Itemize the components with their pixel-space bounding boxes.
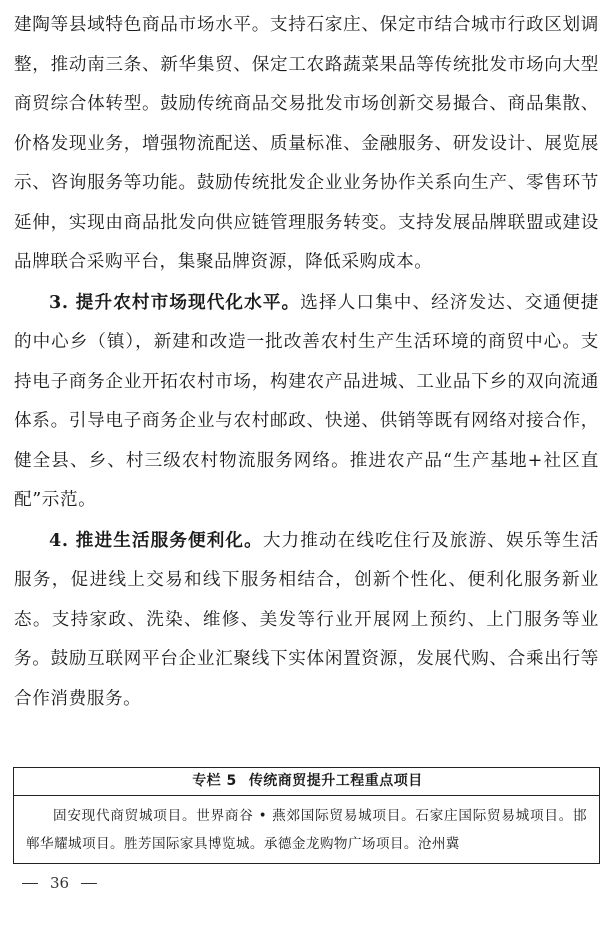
feature-box-title [14,768,599,796]
page-footer [22,874,97,892]
left-dash-icon [22,883,38,884]
feature-box-label: 专栏 5 [192,773,237,789]
section-heading-rural-market: 3. 提升农村市场现代化水平。 [49,291,301,313]
paragraph-rural-market [14,283,599,521]
body-text [14,6,599,719]
section-heading-life-services: 4. 推进生活服务便利化。 [49,529,263,551]
section-body-life-services: 大力推动在线吃住行及旅游、娱乐等生活服务，促进线上交易和线下服务相结合，创新个性化、便利化服务新业态。支持家政、洗染、维修、美发等行业开展网上预约、上门服务等业务。鼓励互联网平台企业汇聚线下实体闲置资源，发展代购、合乘出行等合作消费服务。 [14,530,599,709]
paragraph-life-services [14,521,599,720]
right-dash-icon [81,883,97,884]
section-body-rural-market: 选择人口集中、经济发达、交通便捷的中心乡（镇），新建和改造一批改善农村生产生活环境的商贸中心。支持电子商务企业开拓农村市场，构建农产品进城、工业品下乡的双向流通体系。引导电子商务企业与农村邮政、快递、供销等既有网络对接合作，健全县、乡、村三级农村物流服务网络。推进农产品“生产基地+社区直配”示范。 [14,292,599,510]
feature-box-body: 固安现代商贸城项目。世界商谷 • 燕郊国际贸易城项目。石家庄国际贸易城项目。邯郸华耀城项目。胜芳国际家具博览城。承德金龙购物广场项目。沧州冀 [26,808,587,852]
feature-box-heading: 传统商贸提升工程重点项目 [248,773,423,789]
paragraph-market-upgrade: 建陶等县域特色商品市场水平。支持石家庄、保定市结合城市行政区划调整，推动南三条、新华集贸、保定工农路蔬菜果品等传统批发市场向大型商贸综合体转型。鼓励传统商品交易批发市场创新交易撮合、商品集散、价格发现业务，增强物流配送、质量标准、金融服务、研发设计、展览展示、咨询服务等功能。鼓励传统批发企业业务协作关系向生产、零售环节延伸，实现由商品批发向供应链管理服务转变。支持发展品牌联盟或建设品牌联合采购平台，集聚品牌资源，降低采购成本。 [14,15,599,272]
page-number: 36 [50,874,70,892]
feature-box [13,767,600,864]
